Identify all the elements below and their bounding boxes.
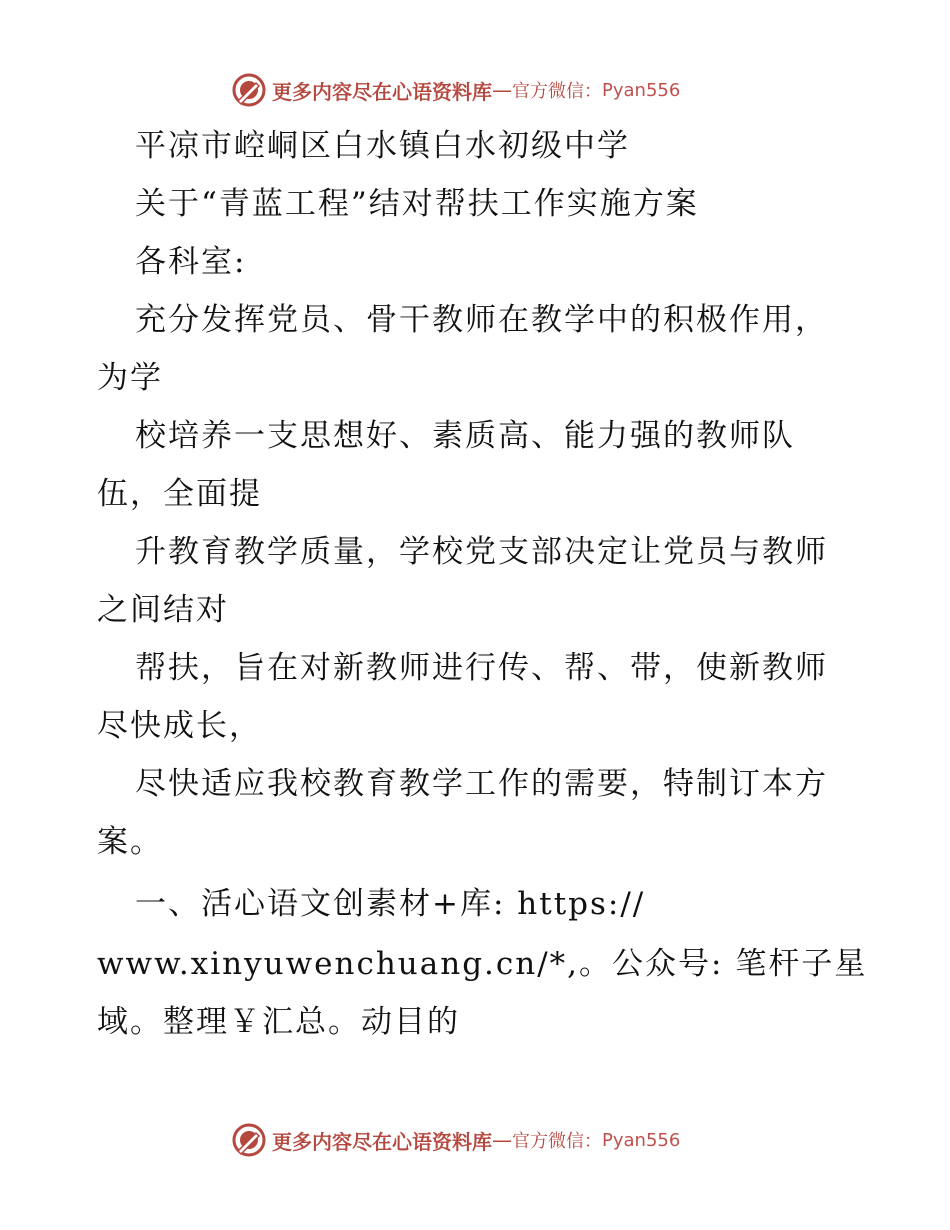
doc-line: www.xinyuwenchuang.cn/*,。公众号: 笔杆子星 <box>97 946 868 982</box>
banner-separator: — <box>492 1128 512 1152</box>
banner-separator: — <box>492 78 512 102</box>
banner-wechat-label: 官方微信： <box>512 1131 602 1152</box>
banner-text: 更多内容尽在心语资料库 <box>272 79 492 104</box>
doc-line: 校培养一支思想好、素质高、能力强的教师队 <box>135 418 795 454</box>
header-banner <box>232 72 752 108</box>
doc-line: 伍，全面提 <box>97 476 262 512</box>
doc-line: 升教育教学质量，学校党支部决定让党员与教师 <box>135 534 828 570</box>
doc-line: 帮扶，旨在对新教师进行传、帮、带，使新教师 <box>135 650 828 686</box>
banner-wechat-id: Pyan556 <box>602 1129 681 1151</box>
doc-line: 尽快成长， <box>97 708 262 744</box>
banner-text: 更多内容尽在心语资料库 <box>272 1129 492 1154</box>
pen-logo-icon <box>232 1123 266 1157</box>
doc-salutation: 各科室: <box>135 244 247 280</box>
doc-line: 一、活心语文创素材+库: https:// <box>135 886 646 922</box>
doc-line: 域。整理￥汇总。动目的 <box>97 1004 460 1040</box>
doc-line: 案。 <box>97 824 163 860</box>
doc-line: 之间结对 <box>97 592 229 628</box>
doc-line: 为学 <box>97 360 163 396</box>
doc-title-line-2: 关于“青蓝工程”结对帮扶工作实施方案 <box>135 186 699 222</box>
doc-title-line-1: 平凉市崆峒区白水镇白水初级中学 <box>135 128 630 164</box>
footer-banner <box>232 1122 752 1158</box>
doc-line: 充分发挥党员、骨干教师在教学中的积极作用， <box>135 302 828 338</box>
doc-line: 尽快适应我校教育教学工作的需要，特制订本方 <box>135 766 828 802</box>
banner-wechat-id: Pyan556 <box>602 79 681 101</box>
banner-wechat-label: 官方微信： <box>512 81 602 102</box>
pen-logo-icon <box>232 73 266 107</box>
